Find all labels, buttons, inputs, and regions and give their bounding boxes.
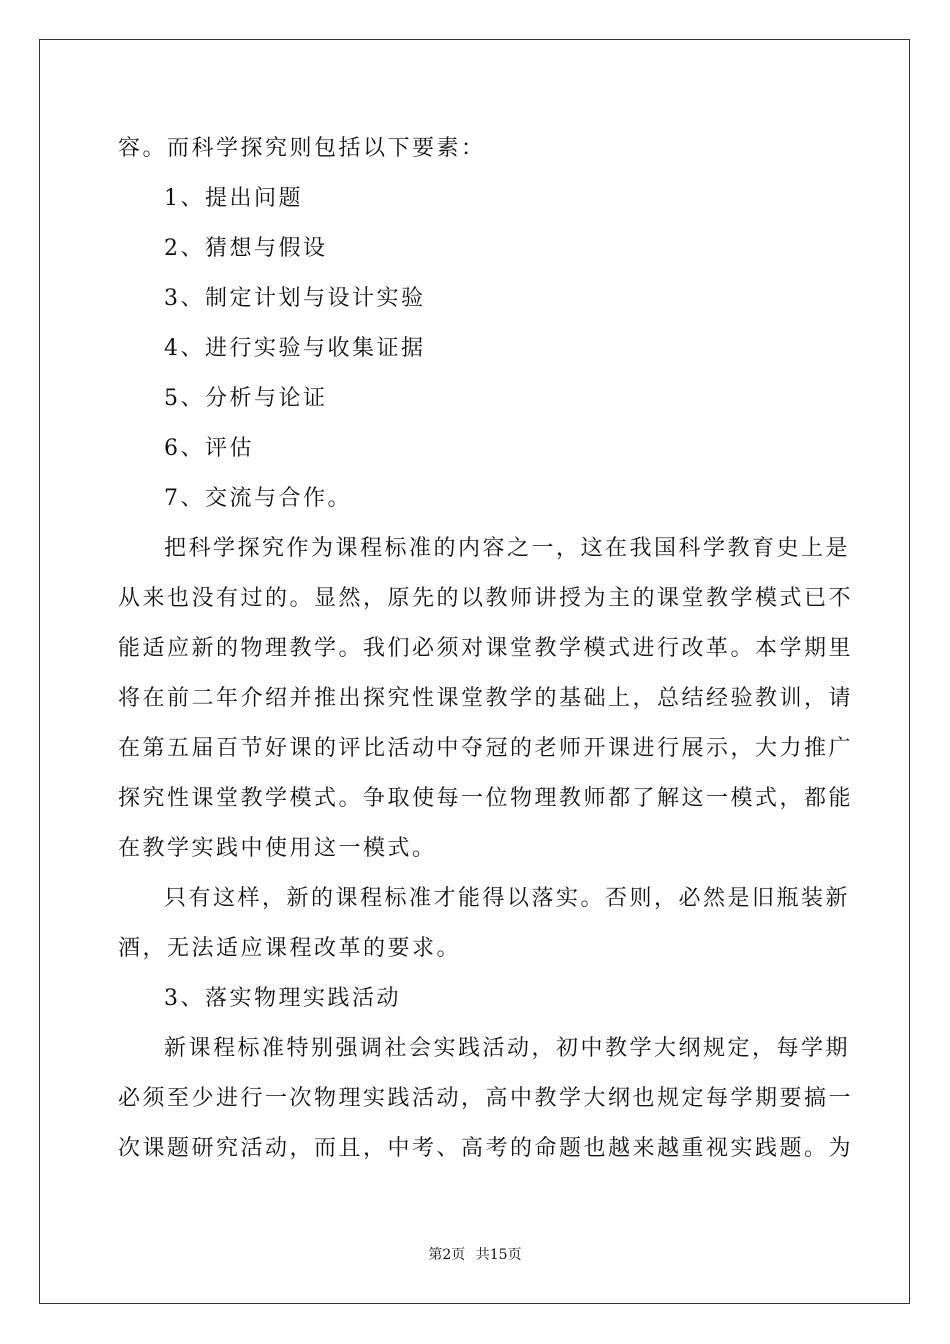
paragraph-line: 探究性课堂教学模式。争取使每一位物理教师都了解这一模式，都能 — [118, 786, 854, 811]
line-01: 容。而科学探究则包括以下要素： — [118, 136, 486, 161]
paragraph-line: 将在前二年介绍并推出探究性课堂教学的基础上，总结经验教训，请 — [118, 686, 854, 711]
list-item-3: 3、制定计划与设计实验 — [164, 286, 426, 311]
paragraph-line: 从来也没有过的。显然，原先的以教师讲授为主的课堂教学模式已不 — [118, 586, 854, 611]
list-item-1: 1、提出问题 — [164, 186, 303, 211]
page-number: 第2页 — [428, 1247, 466, 1263]
paragraph-line: 在教学实践中使用这一模式。 — [118, 836, 437, 861]
paragraph-line: 必须至少进行一次物理实践活动，高中教学大纲也规定每学期要搞一 — [118, 1086, 854, 1111]
paragraph-line: 在第五届百节好课的评比活动中夺冠的老师开课进行展示，大力推广 — [118, 736, 854, 761]
paragraph-line: 新课程标准特别强调社会实践活动，初中教学大纲规定，每学期 — [164, 1036, 851, 1061]
paragraph-line: 次课题研究活动，而且，中考、高考的命题也越来越重视实践题。为 — [118, 1136, 854, 1161]
paragraph-line: 把科学探究作为课程标准的内容之一，这在我国科学教育史上是 — [164, 536, 851, 561]
paragraph-line: 只有这样，新的课程标准才能得以落实。否则，必然是旧瓶装新 — [164, 886, 851, 911]
list-item-2: 2、猜想与假设 — [164, 236, 328, 261]
paragraph-line: 能适应新的物理教学。我们必须对课堂教学模式进行改革。本学期里 — [118, 636, 854, 661]
list-item-4: 4、进行实验与收集证据 — [164, 336, 426, 361]
list-item-7: 7、交流与合作。 — [164, 486, 352, 511]
list-item-5: 5、分析与论证 — [164, 386, 328, 411]
paragraph-line: 酒，无法适应课程改革的要求。 — [118, 936, 462, 961]
list-item-6: 6、评估 — [164, 436, 254, 461]
section-heading: 3、落实物理实践活动 — [164, 986, 401, 1011]
page-footer — [0, 1245, 950, 1265]
page-total: 共15页 — [475, 1247, 522, 1263]
page-border — [39, 39, 910, 1304]
